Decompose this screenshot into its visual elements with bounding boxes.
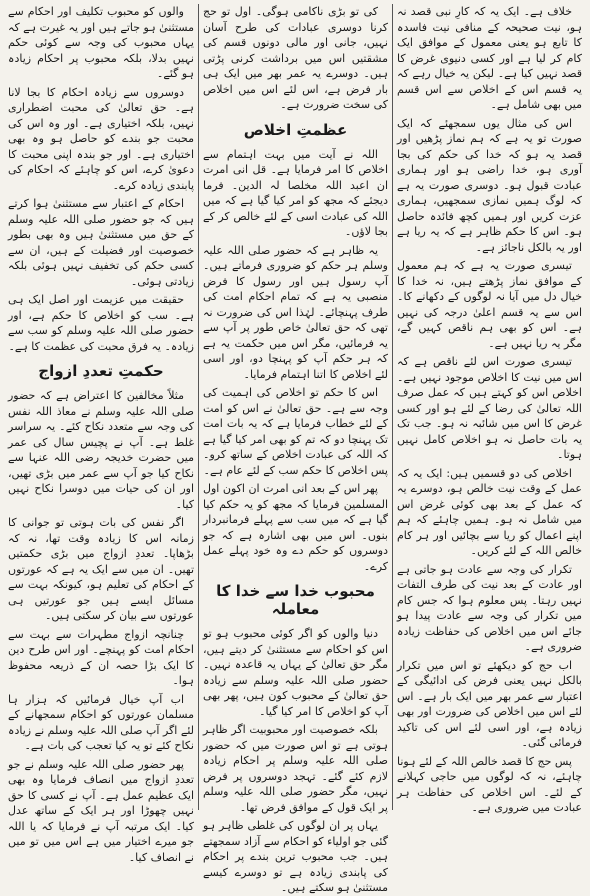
paragraph: اخلاص کی دو قسمیں ہیں: ایک یہ کہ عمل کے وقت نیت خالص ہو، دوسرے یہ کہ عمل کے بعد بھی کوئی غرض اس میں شامل نہ ہو۔ ہمیں چاہئے کہ ہم اپنے اعمال کو ریا سے بچائیں اور ہر کام خالص اللہ کے لئے کریں۔ xyxy=(397,466,582,557)
text-column-middle xyxy=(198,4,392,894)
paragraph: پس حج کا قصد خالص اللہ کے لئے ہونا چاہئے، نہ کہ لوگوں میں حاجی کہلانے کے لئے۔ اس اخلاص کی حفاظت ہر عبادت میں ضروری ہے۔ xyxy=(397,754,582,814)
paragraph: احکام کے اعتبار سے مستثنیٰ ہوا کرتے ہیں کہ جو حضور صلی اللہ علیہ وسلم کے حق میں مستثنیٰ ہیں وہ بھی بطور خصوصیت اور فضیلت کے ہیں، ان سے کسی حکم کی تخفیف نہیں ہوئی بلکہ زیادتی ہوئی۔ xyxy=(8,197,194,288)
paragraph: حقیقت میں عزیمت اور اصل ایک ہی ہے۔ سب کو اخلاص کا حکم ہے، اور حضور صلی اللہ علیہ وسلم کو سب سے زیادہ۔ یہ فرق محبت کی عظمت کا ہے۔ xyxy=(8,293,194,353)
paragraph: اب حج کو دیکھئے تو اس میں تکرار بالکل نہیں یعنی فرض کی ادائیگی کے اعتبار سے عمر بھر میں ایک بار ہے۔ اس لئے اس میں اخلاص کی ضرورت اور بھی زیادہ ہے، اور اسی لئے اس کی تاکید فرمائی گئی۔ xyxy=(397,658,582,749)
paragraph: پھر اس کے بعد انی امرت ان اکون اول المسلمین فرمایا کہ مجھ کو یہ حکم کیا گیا ہے کہ میں سب سے پہلے فرمانبردار بنوں۔ اس میں بھی اشارہ ہے کہ جو دوسروں کو حکم دے وہ خود پہلے عمل کرے۔ xyxy=(203,482,388,573)
paragraph: یہ ظاہر ہے کہ حضور صلی اللہ علیہ وسلم ہر حکم کو ضروری فرماتے ہیں۔ آپ رسول ہیں اور رسول کا فرض منصبی یہ ہے کہ تمام احکام امت کی طرف پہنچائے۔ لہٰذا اس کی ضرورت نہ تھی کہ حق تعالیٰ خاص طور پر آپ سے یہ فرمائیں، مگر اس میں حکمت یہ ہے کہ ہر حکم آپ کو پہنچا دو، اور اسی لئے اخلاص کا اتنا اہتمام فرمایا۔ xyxy=(203,243,388,381)
paragraph: اس کا حکم تو اخلاص کی اہمیت کی وجہ سے ہے۔ حق تعالیٰ نے اس کو امت کے لئے خطاب فرمایا ہے کہ یہ بات امت تک پہنچا دو کہ تم کو بھی امر کیا گیا ہے کہ اللہ کی عبادت اخلاص کے ساتھ کرو۔ پس اخلاص کا حکم سب کے لئے عام ہے۔ xyxy=(203,386,388,477)
paragraph: بلکہ خصوصیت اور محبوبیت اگر ظاہر ہوتی ہے تو اس صورت میں کہ حضور صلی اللہ علیہ وسلم پر احکام زیادہ لازم کئے گئے۔ تہجد دوسروں پر فرض نہیں، مگر حضور صلی اللہ علیہ وسلم پر ایک قول کے موافق فرض تھا۔ xyxy=(203,723,388,814)
section-heading: حکمتِ تعددِ ازواج xyxy=(38,362,164,380)
text-column-left xyxy=(4,4,198,864)
paragraph: مثلاً مخالفین کا اعتراض ہے کہ حضور صلی اللہ علیہ وسلم نے معاذ اللہ نفس کی وجہ سے متعدد نکاح کئے۔ یہ سراسر غلط ہے۔ آپ نے پچیس سال کی عمر میں حضرت خدیجہ رضی اللہ عنہا سے نکاح کیا جو آپ سے عمر میں بڑی تھیں، اور ان کی حیات میں دوسرا نکاح نہیں کیا۔ xyxy=(8,389,194,511)
paragraph: اگر نفس کی بات ہوتی تو جوانی کا زمانہ اس کا زیادہ وقت تھا، نہ کہ بڑھاپا۔ تعددِ ازواج میں بڑی حکمتیں تھیں۔ ان میں سے ایک یہ ہے کہ عورتوں کے احکام کی تعلیم ہو، کیونکہ بہت سے مسائل ایسے ہیں جو عورتیں ہی عورتوں سے بیان کر سکتی ہیں۔ xyxy=(8,516,194,622)
paragraph: چنانچہ ازواج مطہرات سے بہت سے احکام امت کو پہنچے۔ اور اس طرح دین کا ایک بڑا حصہ ان کے ذریعہ محفوظ ہوا۔ xyxy=(8,627,194,687)
paragraph: کی تو بڑی ناکامی ہوگی۔ اول تو حج کرنا دوسری عبادات کی طرح آسان نہیں، جانی اور مالی دونوں قسم کی مشقتیں اس میں برداشت کرنی پڑتی ہیں۔ دوسرے یہ عمر بھر میں ایک ہی بار فرض ہے، اس لئے اس میں اخلاص کی سخت ضرورت ہے۔ xyxy=(203,5,388,111)
paragraph: خلاف ہے۔ ایک یہ کہ کارِ نبی قصد نہ ہو، نیت صحیحہ کے منافی نیت فاسدہ کا تابع ہو یعنی معمول کے موافق ایک کام کر لیا ہے اور کسی دنیوی غرض کا قصد نہیں کیا ہے۔ لیکن یہ خیال رہے کہ یہ قسم اس کے اخلاص سے اس قسم میں بھی شامل ہے۔ xyxy=(397,5,582,111)
paragraph: تکرار کی وجہ سے عادت ہو جاتی ہے اور عادت کے بعد نیت کی طرف التفات نہیں رہتا۔ پس معلوم ہوا کہ جس کام میں تکرار کی وجہ سے عادت پیدا ہو جائے اس میں اخلاص کی حفاظت زیادہ ضروری ہے۔ xyxy=(397,562,582,653)
paragraph: تیسری صورت اس لئے ناقص ہے کہ اس میں نیت کا اخلاص موجود نہیں ہے۔ اخلاص اس کو کہتے ہیں کہ عمل صرف اللہ تعالیٰ کی رضا کے لئے ہو اور کسی غرض کا اس میں شائبہ نہ ہو۔ جب تک یہ بات حاصل نہ ہو اخلاص کامل نہیں ہوتا۔ xyxy=(397,355,582,461)
paragraph: پھر حضور صلی اللہ علیہ وسلم نے جو تعددِ ازواج میں انصاف فرمایا وہ بھی ایک عظیم عمل ہے۔ آپ نے کسی کا حق نہیں چھوڑا اور ہر ایک کے ساتھ عدل کیا۔ ایک مرتبہ آپ نے فرمایا کہ یا اللہ جو میرے اختیار میں ہے اس میں تو میں نے انصاف کیا۔ xyxy=(8,757,194,864)
section-heading: محبوب خدا سے خدا کا معاملہ xyxy=(216,582,375,618)
paragraph: دنیا والوں کو اگر کوئی محبوب ہو تو اس کو احکام سے مستثنیٰ کر دیتے ہیں، مگر حق تعالیٰ کے یہاں یہ قاعدہ نہیں۔ حضور صلی اللہ علیہ وسلم سے زیادہ حق تعالیٰ کے محبوب کون ہیں، پھر بھی آپ کو اخلاص کا امر کیا گیا۔ xyxy=(203,627,388,718)
section-heading: عظمتِ اخلاص xyxy=(243,120,348,139)
paragraph: اب آپ خیال فرمائیں کہ ہزار ہا مسلمان عورتوں کو احکام سمجھانے کے لئے اگر آپ صلی اللہ علیہ وسلم نے زیادہ نکاح کئے تو یہ کیا تعجب کی بات ہے۔ xyxy=(8,692,194,752)
paragraph: تیسری صورت یہ ہے کہ ہم معمول کے موافق نماز پڑھتے ہیں، نہ خدا کا خیال دل میں آیا نہ لوگوں کے دکھانے کا۔ اس سے یہ قسم اعلیٰ درجہ کی نہیں ہے۔ اس کو بھی ہم ناقص کہیں گے، مگر یہ ریا نہیں ہے۔ xyxy=(397,259,582,350)
paragraph: دوسروں سے زیادہ احکام کا بجا لانا ہے۔ حق تعالیٰ کی محبت اضطراری نہیں، بلکہ اختیاری ہے۔ اور وہ اس کی محبت جو بندے کو حاصل ہو وہ بھی اختیاری ہے۔ اور جو بندہ اپنی محبت کا دعویٰ کرے، اس کو چاہئے کہ احکام کی پابندی زیادہ کرے۔ xyxy=(8,85,194,192)
paragraph: اللہ نے آیت میں بہت اہتمام سے اخلاص کا امر فرمایا ہے۔ قل انی امرت ان اعبد اللہ مخلصا لہ الدین۔ فرما دیجئے کہ مجھ کو امر کیا گیا ہے کہ میں اللہ کی عبادت اسی کے لئے خالص کر کے بجا لاؤں۔ xyxy=(203,147,388,238)
paragraph: اس کی مثال یوں سمجھئے کہ ایک صورت تو یہ ہے کہ ہم نماز پڑھیں اور قصد یہ ہو کہ خدا کی حکم کی بجا آوری ہو، خدا راضی ہو اور ہماری عبادت قبول ہو۔ دوسری صورت یہ ہے کہ لوگ ہمیں نمازی سمجھیں، ہماری عزت کریں اور ہمیں کچھ فائدہ حاصل ہو۔ اس کا حکم ظاہر ہے کہ یہ ریا ہے اور یہ بالکل ناجائز ہے۔ xyxy=(397,116,582,254)
text-column-right xyxy=(392,4,586,814)
paragraph: یہاں پر ان لوگوں کی غلطی ظاہر ہو گئی جو اولیاء کو احکام سے آزاد سمجھتے ہیں۔ جب محبوب ترین بندے پر احکام کی پابندی زیادہ ہے تو دوسرے کیسے مستثنیٰ ہو سکتے ہیں۔ xyxy=(203,819,388,894)
paragraph: والوں کو محبوب تکلیف اور احکام سے مستثنیٰ ہو جاتے ہیں اور یہ غیرت ہے کہ یہاں محبوب کی وجہ سے کوئی حکم نہیں بدلا، بلکہ محبوب پر احکام زیادہ ہو گئے۔ xyxy=(8,5,194,80)
